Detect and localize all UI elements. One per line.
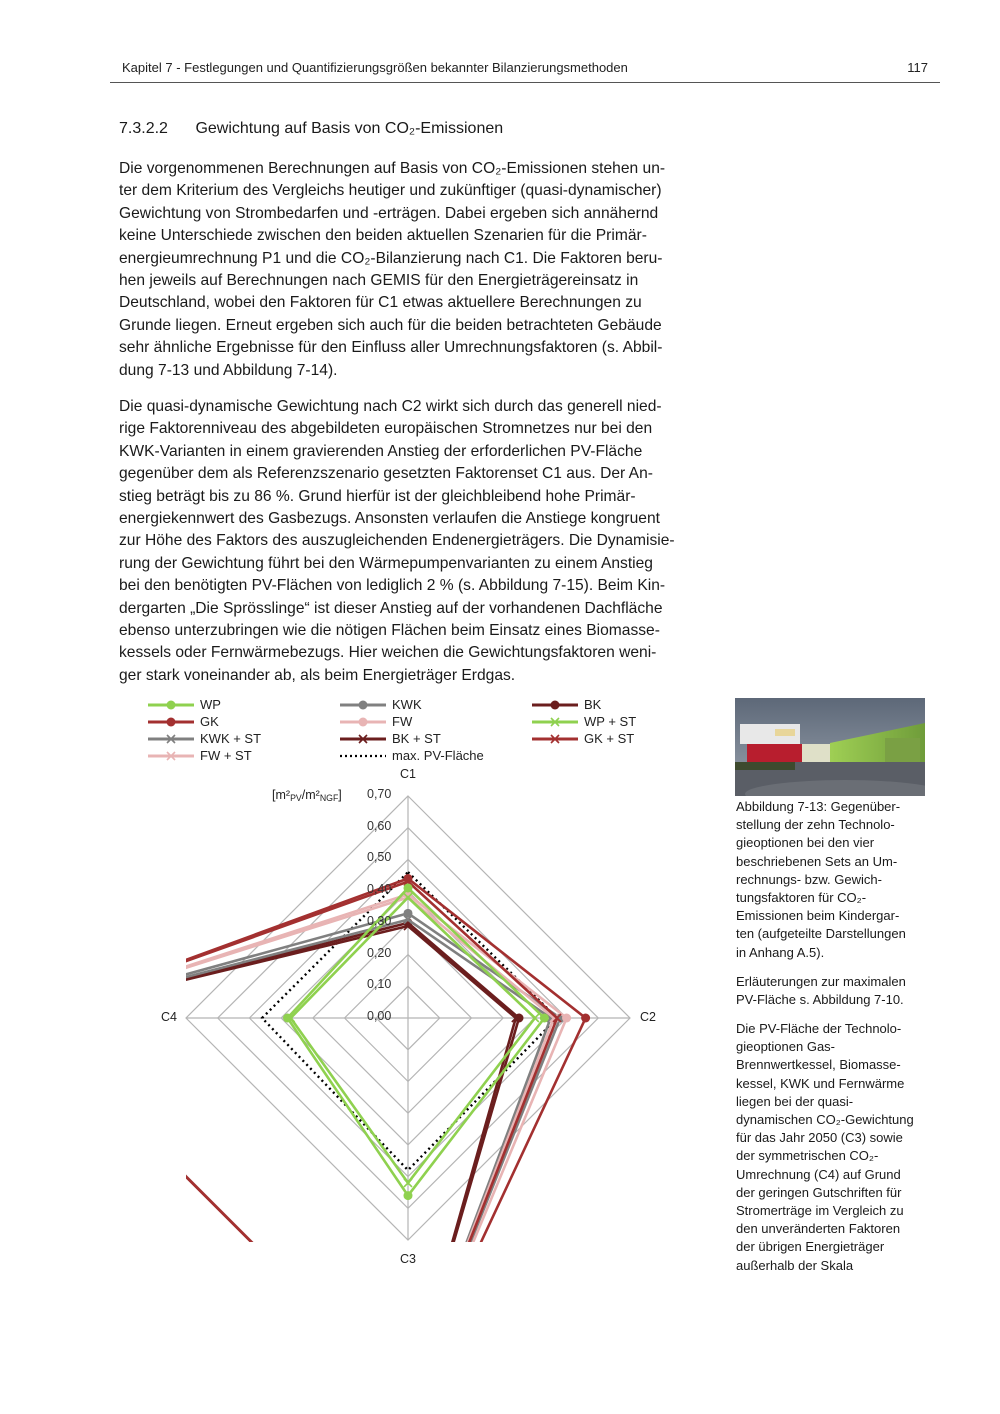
caption-line: für das Jahr 2050 (C3) sowie <box>736 1130 903 1146</box>
legend-item <box>340 696 422 713</box>
text-line: Die quasi-dynamische Gewichtung nach C2 wirkt sich durch das generell nied- <box>119 398 662 415</box>
legend-swatch-icon <box>532 733 578 745</box>
legend-item <box>340 730 441 747</box>
legend-item <box>148 747 252 764</box>
legend-label: WP <box>200 697 221 712</box>
figure-note-max-pv <box>736 973 936 1009</box>
caption-line: kessel, KWK und Fernwärme <box>736 1075 905 1091</box>
legend-item <box>340 747 484 764</box>
caption-line: ten (aufgeteilte Darstellungen <box>736 926 906 942</box>
text-line: stieg beträgt bis zu 86 %. Grund hierfür ist der gleichbleibend hohe Primär- <box>119 487 636 505</box>
legend-swatch-icon <box>340 716 386 728</box>
axis-label-c3: C3 <box>400 1252 416 1266</box>
legend-item <box>532 696 601 713</box>
text-line: kessels oder Fernwärmebezugs. Hier weichen die Gewichtungsfaktoren weni- <box>119 644 657 662</box>
legend-swatch-icon <box>532 716 578 728</box>
tick-label: 0,20 <box>367 945 392 960</box>
figure-caption <box>736 798 936 962</box>
legend-swatch-icon <box>532 699 578 711</box>
legend-swatch-icon <box>148 750 194 762</box>
section-number: 7.3.2.2 <box>119 120 168 137</box>
text-line: ger stark voneinander ab, als beim Energieträger Erdgas. <box>119 666 516 684</box>
axis-label-c4: C4 <box>161 1010 177 1024</box>
legend-item <box>532 730 634 747</box>
radar-chart <box>150 780 670 1290</box>
tick-label: 0,10 <box>367 977 392 992</box>
text-line: zur Höhe des Faktors des auszugleichenden Endenergieträgers. Die Dynamisie- <box>119 532 675 550</box>
legend-label: WP + ST <box>584 714 637 729</box>
legend-label: GK + ST <box>584 731 635 746</box>
legend-swatch-icon <box>340 699 386 711</box>
unit-label: $[m^2_{PV}/m^2_{NGF}]$ <box>272 788 342 804</box>
caption-line: außerhalb der Skala <box>736 1257 854 1273</box>
axis-label-c1: C1 <box>400 767 416 781</box>
legend-label: max. PV-Fläche <box>392 748 484 763</box>
caption-line: Emissionen beim Kindergar- <box>736 908 900 924</box>
caption-line: dynamischen CO₂-Gewichtung <box>736 1112 914 1128</box>
caption-line: tungsfaktoren für CO₂- <box>736 890 867 906</box>
text-line: dung 7-13 und Abbildung 7-14). <box>119 361 338 379</box>
text-line: hen jeweils auf Berechnungen nach GEMIS für den Energieträgereinsatz in <box>119 272 639 290</box>
legend-item <box>148 713 219 730</box>
figure-note-out-of-scale <box>736 1020 936 1275</box>
legend-swatch-icon <box>340 733 386 745</box>
text-line: rige Faktorenniveau des abgebildeten europäischen Stromnetzes nur bei den <box>119 420 653 438</box>
chapter-title: Kapitel 7 - Festlegungen und Quantifizierungsgrößen bekannter Bilanzierungsmethoden <box>122 60 628 75</box>
caption-line: in Anhang A.5). <box>736 944 825 960</box>
text-line: Gewichtung von Strombedarfen und -erträgen. Dabei ergeben sich annähernd <box>119 204 659 222</box>
caption-line: der symmetrischen CO₂- <box>736 1148 879 1164</box>
legend-label: BK + ST <box>392 731 441 746</box>
text-line: rung der Gewichtung führt bei den Wärmepumpenvarianten zu einem Anstieg <box>119 554 653 572</box>
tick-label: 0,00 <box>367 1009 392 1023</box>
page-header <box>110 58 940 83</box>
text-line: keine Unterschiede zwischen den beiden aktuellen Szenarien für die Primär- <box>119 227 647 245</box>
legend-swatch-icon <box>340 750 386 762</box>
paragraph-2 <box>119 396 719 687</box>
text-line: gegenüber dem als Referenzszenario gesetzten Faktorenset C1 aus. Der An- <box>119 465 653 483</box>
tick-label: 0,50 <box>367 850 392 865</box>
caption-line: Stromerträge im Vergleich zu <box>736 1203 904 1219</box>
caption-line: der übrigen Energieträger <box>736 1239 885 1255</box>
legend-label: KWK <box>392 697 422 712</box>
text-line: ebenso unterzubringen wie die nötigen Flächen beim Einsatz eines Biomasse- <box>119 622 660 640</box>
legend-label: KWK + ST <box>200 731 262 746</box>
paragraph-1 <box>119 158 719 382</box>
legend-label: BK <box>584 697 602 712</box>
caption-line: PV-Fläche s. Abbildung 7-10. <box>736 992 904 1008</box>
tick-label: 0,70 <box>367 787 392 801</box>
text-line: Grunde liegen. Erneut ergeben sich auch für die beiden betrachteten Gebäude <box>119 316 662 334</box>
legend-item <box>148 730 261 747</box>
kindergarten-photo <box>735 698 925 796</box>
text-line: Die vorgenommenen Berechnungen auf Basis von CO₂-Emissionen stehen un- <box>119 160 666 177</box>
caption-line: Umrechnung (C4) auf Grund <box>736 1166 901 1182</box>
legend-item <box>148 696 221 713</box>
page-number: 117 <box>907 60 928 75</box>
text-line: ter dem Kriterium des Vergleichs heutiger und zukünftiger (quasi-dynamischer) <box>119 182 662 200</box>
text-line: Deutschland, wobei den Faktoren für C1 etwas aktuellere Berechnungen zu <box>119 294 642 312</box>
text-line: KWK-Varianten in einem gravierenden Anstieg der erforderlichen PV-Fläche <box>119 442 643 460</box>
tick-label: 0,30 <box>367 913 392 928</box>
caption-line: Abbildung 7-13: Gegenüber- <box>736 799 901 814</box>
caption-line: rechnungs- bzw. Gewich- <box>736 871 882 887</box>
series-line <box>150 926 516 1290</box>
caption-line: den unveränderten Faktoren <box>736 1221 901 1237</box>
caption-line: Die PV-Fläche der Technolo- <box>736 1021 902 1036</box>
text-line: dergarten „Die Sprösslinge“ ist dieser Anstieg auf der vorhandenen Dachfläche <box>119 599 663 617</box>
caption-line: gieoptionen bei den vier <box>736 835 875 851</box>
caption-line: Erläuterungen zur maximalen <box>736 974 906 989</box>
section-title: Gewichtung auf Basis von CO₂-Emissionen <box>195 120 504 137</box>
legend-swatch-icon <box>148 699 194 711</box>
chart-legend <box>148 696 668 766</box>
legend-item <box>532 713 636 730</box>
legend-label: GK <box>200 714 219 729</box>
text-line: energieumrechnung P1 und die CO₂-Bilanzierung nach C1. Die Faktoren beru- <box>119 249 663 267</box>
caption-line: Brennwertkessel, Biomasse- <box>736 1057 901 1073</box>
axis-label-c2: C2 <box>640 1010 656 1024</box>
text-line: sehr ähnliche Ergebnisse für den Einfluss aller Umrechnungsfaktoren (s. Abbil- <box>119 339 663 357</box>
caption-line: beschriebenen Sets an Um- <box>736 853 898 869</box>
caption-line: stellung der zehn Technolo- <box>736 817 895 833</box>
legend-label: FW <box>392 714 413 729</box>
tick-label: 0,60 <box>367 818 392 833</box>
caption-line: liegen bei der quasi- <box>736 1093 854 1109</box>
section-heading <box>119 120 503 138</box>
legend-swatch-icon <box>148 716 194 728</box>
text-line: energiekennwert des Gasbezugs. Ansonsten verlaufen die Anstiege kongruent <box>119 510 660 528</box>
legend-swatch-icon <box>148 733 194 745</box>
legend-item <box>340 713 412 730</box>
text-line: bei den benötigten PV-Flächen von lediglich 2 % (s. Abbildung 7-15). Beim Kin- <box>119 577 666 595</box>
caption-line: gieoptionen Gas- <box>736 1039 836 1055</box>
caption-line: der geringen Gutschriften für <box>736 1184 902 1200</box>
tick-label: 0,40 <box>367 882 392 897</box>
legend-label: FW + ST <box>200 748 252 763</box>
